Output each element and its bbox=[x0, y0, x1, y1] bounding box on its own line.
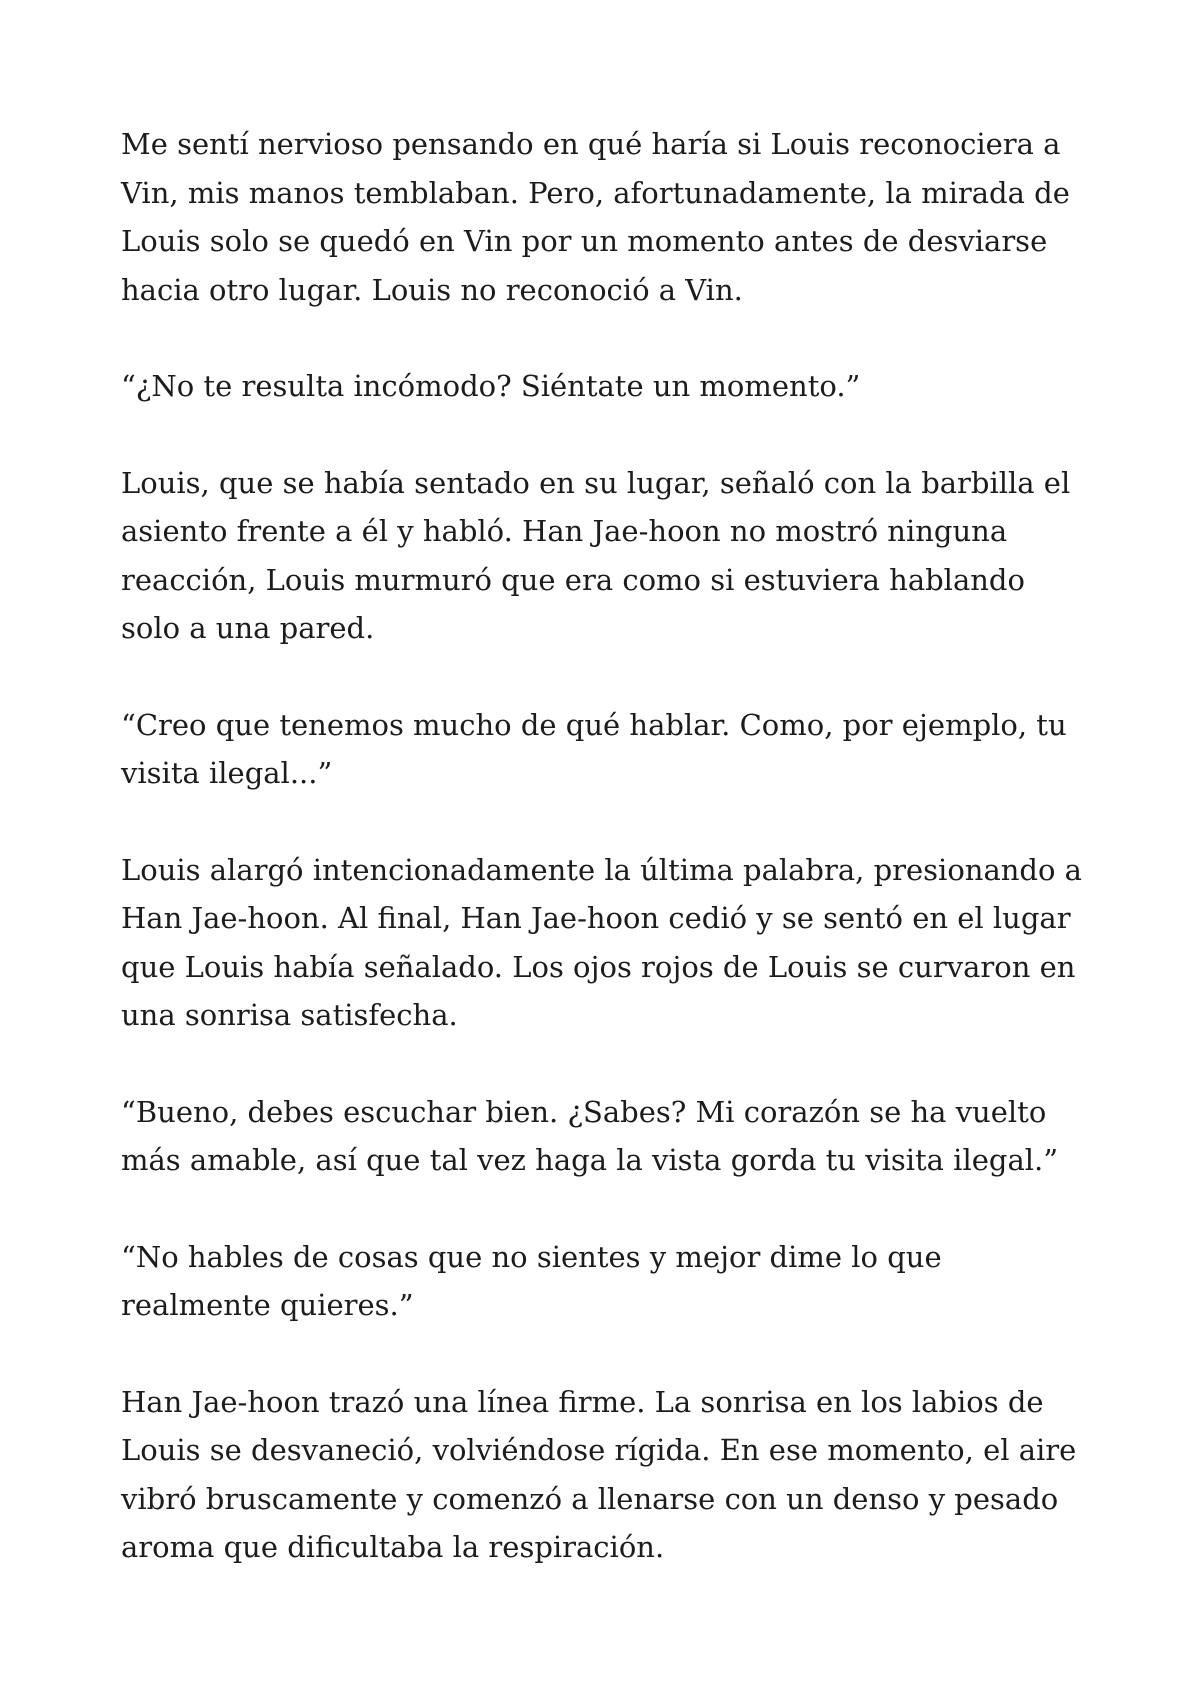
paragraph-1: Me sentí nervioso pensando en qué haría si Louis reconociera a Vin, mis manos temblaban. Pero, afortunadamente, la mirada de Louis solo se quedó en Vin por un momento antes de desviarse hacia otro lugar. Louis no reconoció a Vin. bbox=[121, 127, 1070, 307]
paragraph-3: Louis, que se había sentado en su lugar, señaló con la barbilla el asiento frente a él y habló. Han Jae-hoon no mostró ninguna reacción, Louis murmuró que era como si estuviera hablando solo a una pared. bbox=[121, 465, 1071, 645]
document-page bbox=[121, 120, 1091, 1620]
paragraph-2: “¿No te resulta incómodo? Siéntate un momento.” bbox=[121, 369, 861, 403]
paragraph-4: “Creo que tenemos mucho de qué hablar. Como, por ejemplo, tu visita ilegal...” bbox=[121, 707, 1067, 790]
paragraph-5: Louis alargó intencionadamente la última palabra, presionando a Han Jae-hoon. Al final, Han Jae-hoon cedió y se sentó en el lugar que Louis había señalado. Los ojos rojos de Louis se curvaron en una sonrisa satisfecha. bbox=[121, 852, 1082, 1032]
paragraph-7: “No hables de cosas que no sientes y mejor dime lo que realmente quieres.” bbox=[121, 1239, 942, 1322]
paragraph-8: Han Jae-hoon trazó una línea firme. La sonrisa en los labios de Louis se desvaneció, volviéndose rígida. En ese momento, el aire vibró bruscamente y comenzó a llenarse con un denso y pesado aroma que dificultaba la respiración. bbox=[121, 1384, 1077, 1564]
paragraph-6: “Bueno, debes escuchar bien. ¿Sabes? Mi corazón se ha vuelto más amable, así que tal vez haga la vista gorda tu visita ilegal.” bbox=[121, 1094, 1059, 1177]
